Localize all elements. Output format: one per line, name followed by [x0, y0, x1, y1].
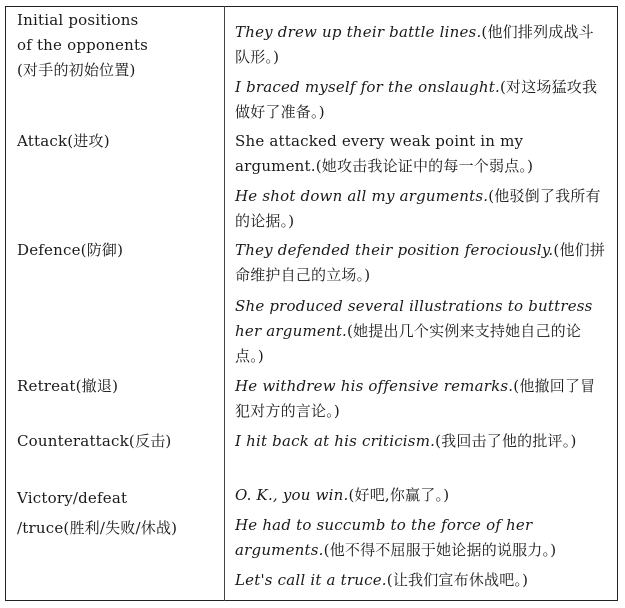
example-onslaught [235, 75, 608, 125]
example-hit-back [235, 429, 608, 454]
example-succumb [235, 513, 608, 563]
example-en: They drew up their battle lines. [235, 23, 482, 41]
example-shot-down [235, 184, 608, 234]
example-en: They defended their position ferociously. [235, 241, 554, 259]
example-zh: (他撤回了冒犯对方的言论。) [235, 377, 596, 420]
category-counterattack: Counterattack(反击) [17, 432, 172, 450]
example-buttress-argument [235, 294, 608, 369]
category-retreat: Retreat(撤退) [17, 377, 119, 395]
example-you-win [235, 483, 608, 508]
example-en: I braced myself for the onslaught. [235, 78, 500, 96]
example-truce [235, 568, 608, 593]
example-zh: (他不得不屈服于她论据的说服力。) [323, 541, 557, 559]
example-zh: (我回击了他的批评。) [435, 432, 577, 450]
example-en: He withdrew his offensive remarks. [235, 377, 514, 395]
example-en: She attacked every weak point in my argument. [235, 132, 524, 175]
example-zh: (好吧,你赢了。) [348, 486, 450, 504]
category-defence: Defence(防御) [17, 241, 124, 259]
example-attacked-weak-point [235, 129, 608, 179]
column-divider [224, 6, 225, 601]
example-defended-position [235, 238, 608, 288]
example-zh: (对这场猛攻我做好了准备。) [235, 78, 598, 121]
example-en: He shot down all my arguments. [235, 187, 489, 205]
example-zh: (他们拼命维护自己的立场。) [235, 241, 606, 284]
category-initial-positions: Initial positions of the opponents (对手的初始位置) [17, 11, 149, 79]
category-attack: Attack(进攻) [17, 132, 110, 150]
example-withdrew-remarks [235, 374, 608, 424]
example-battle-lines [235, 20, 608, 70]
example-en: He had to succumb to the force of her arguments. [235, 516, 533, 559]
example-zh: (他驳倒了我所有的论据。) [235, 187, 601, 230]
category-victory-defeat-truce: Victory/defeat /truce(胜利/失败/休战) [17, 489, 178, 537]
example-zh: (她提出几个实例来支持她自己的论点。) [235, 322, 582, 365]
example-zh: (他们排列成战斗队形。) [235, 23, 594, 66]
example-en: I hit back at his criticism. [235, 432, 436, 450]
example-en: O. K., you win. [235, 486, 349, 504]
example-zh: (让我们宣布休战吧。) [386, 571, 529, 589]
example-en: Let's call it a truce. [235, 571, 387, 589]
example-zh: (她攻击我论证中的每一个弱点。) [315, 157, 534, 175]
example-en: She produced several illustrations to buttress her argument. [235, 297, 593, 340]
